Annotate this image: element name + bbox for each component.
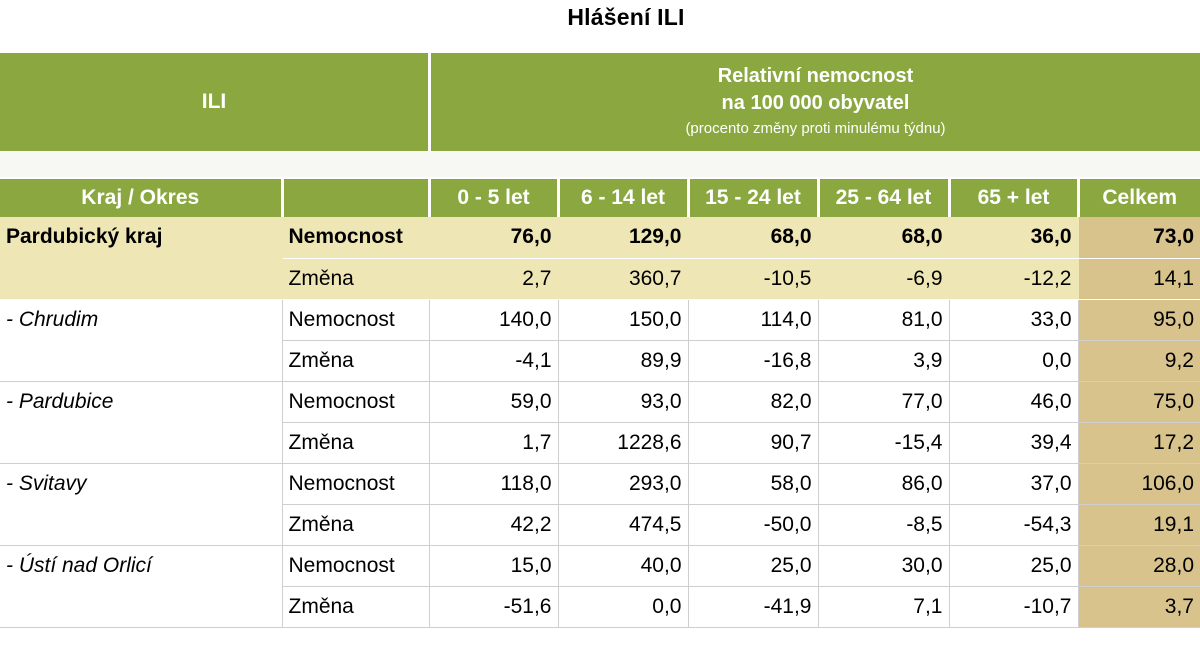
table-row xyxy=(0,381,1200,422)
value-cell: 0,0 xyxy=(558,586,688,627)
region-name: - Svitavy xyxy=(0,463,282,545)
table-row xyxy=(0,217,1200,258)
value-cell: 37,0 xyxy=(949,463,1078,504)
value-cell: -12,2 xyxy=(949,258,1078,299)
value-cell: 474,5 xyxy=(558,504,688,545)
value-cell: 59,0 xyxy=(429,381,558,422)
column-header-metric xyxy=(282,179,429,217)
value-cell: -6,9 xyxy=(818,258,949,299)
value-cell: 81,0 xyxy=(818,299,949,340)
value-cell: 3,9 xyxy=(818,340,949,381)
region-name: Pardubický kraj xyxy=(0,217,282,299)
metric-label: Změna xyxy=(282,504,429,545)
metric-label: Změna xyxy=(282,586,429,627)
metric-label: Změna xyxy=(282,422,429,463)
metric-label: Změna xyxy=(282,340,429,381)
value-cell: 2,7 xyxy=(429,258,558,299)
total-cell: 73,0 xyxy=(1078,217,1200,258)
value-cell: 33,0 xyxy=(949,299,1078,340)
value-cell: -8,5 xyxy=(818,504,949,545)
total-cell: 9,2 xyxy=(1078,340,1200,381)
value-cell: -15,4 xyxy=(818,422,949,463)
metric-label: Změna xyxy=(282,258,429,299)
value-cell: 118,0 xyxy=(429,463,558,504)
value-cell: 68,0 xyxy=(688,217,818,258)
value-cell: -4,1 xyxy=(429,340,558,381)
region-name: - Chrudim xyxy=(0,299,282,381)
value-cell: -50,0 xyxy=(688,504,818,545)
value-cell: -51,6 xyxy=(429,586,558,627)
table-row xyxy=(0,299,1200,340)
value-cell: -54,3 xyxy=(949,504,1078,545)
total-cell: 95,0 xyxy=(1078,299,1200,340)
total-cell: 14,1 xyxy=(1078,258,1200,299)
total-cell: 75,0 xyxy=(1078,381,1200,422)
value-cell: 39,4 xyxy=(949,422,1078,463)
value-cell: -16,8 xyxy=(688,340,818,381)
page-title: Hlášení ILI xyxy=(567,4,685,30)
column-header-age-65-plus: 65 + let xyxy=(949,179,1078,217)
metric-label: Nemocnost xyxy=(282,463,429,504)
report-header xyxy=(0,53,1200,151)
ili-data-table xyxy=(0,179,1200,628)
morbidity-heading-line2: na 100 000 obyvatel xyxy=(721,92,910,114)
total-cell: 3,7 xyxy=(1078,586,1200,627)
value-cell: 42,2 xyxy=(429,504,558,545)
value-cell: 0,0 xyxy=(949,340,1078,381)
metric-label: Nemocnost xyxy=(282,217,429,258)
region-name: - Ústí nad Orlicí xyxy=(0,545,282,627)
value-cell: 68,0 xyxy=(818,217,949,258)
value-cell: 36,0 xyxy=(949,217,1078,258)
value-cell: -10,5 xyxy=(688,258,818,299)
total-cell: 106,0 xyxy=(1078,463,1200,504)
column-header-region: Kraj / Okres xyxy=(0,179,282,217)
value-cell: 25,0 xyxy=(688,545,818,586)
value-cell: 1228,6 xyxy=(558,422,688,463)
table-row xyxy=(0,545,1200,586)
metric-label: Nemocnost xyxy=(282,545,429,586)
column-header-total: Celkem xyxy=(1078,179,1200,217)
morbidity-heading-note: (procento změny proti minulému týdnu) xyxy=(685,120,946,137)
header-spacer xyxy=(0,151,1200,177)
value-cell: 7,1 xyxy=(818,586,949,627)
value-cell: 1,7 xyxy=(429,422,558,463)
ili-header-cell: ILI xyxy=(0,53,428,151)
total-cell: 17,2 xyxy=(1078,422,1200,463)
value-cell: 93,0 xyxy=(558,381,688,422)
value-cell: 140,0 xyxy=(429,299,558,340)
value-cell: -10,7 xyxy=(949,586,1078,627)
value-cell: 129,0 xyxy=(558,217,688,258)
value-cell: 30,0 xyxy=(818,545,949,586)
morbidity-heading-line1: Relativní nemocnost xyxy=(717,65,914,87)
value-cell: 86,0 xyxy=(818,463,949,504)
region-name: - Pardubice xyxy=(0,381,282,463)
value-cell: 40,0 xyxy=(558,545,688,586)
column-header-age-0-5: 0 - 5 let xyxy=(429,179,558,217)
value-cell: 46,0 xyxy=(949,381,1078,422)
value-cell: 76,0 xyxy=(429,217,558,258)
total-cell: 19,1 xyxy=(1078,504,1200,545)
metric-label: Nemocnost xyxy=(282,299,429,340)
relative-morbidity-header-cell xyxy=(431,53,1200,151)
metric-label: Nemocnost xyxy=(282,381,429,422)
value-cell: 77,0 xyxy=(818,381,949,422)
value-cell: 360,7 xyxy=(558,258,688,299)
column-header-age-6-14: 6 - 14 let xyxy=(558,179,688,217)
value-cell: -41,9 xyxy=(688,586,818,627)
value-cell: 293,0 xyxy=(558,463,688,504)
total-cell: 28,0 xyxy=(1078,545,1200,586)
value-cell: 114,0 xyxy=(688,299,818,340)
value-cell: 82,0 xyxy=(688,381,818,422)
value-cell: 25,0 xyxy=(949,545,1078,586)
column-header-row xyxy=(0,179,1200,217)
value-cell: 90,7 xyxy=(688,422,818,463)
column-header-age-25-64: 25 - 64 let xyxy=(818,179,949,217)
table-row xyxy=(0,463,1200,504)
value-cell: 58,0 xyxy=(688,463,818,504)
value-cell: 89,9 xyxy=(558,340,688,381)
column-header-age-15-24: 15 - 24 let xyxy=(688,179,818,217)
value-cell: 15,0 xyxy=(429,545,558,586)
value-cell: 150,0 xyxy=(558,299,688,340)
